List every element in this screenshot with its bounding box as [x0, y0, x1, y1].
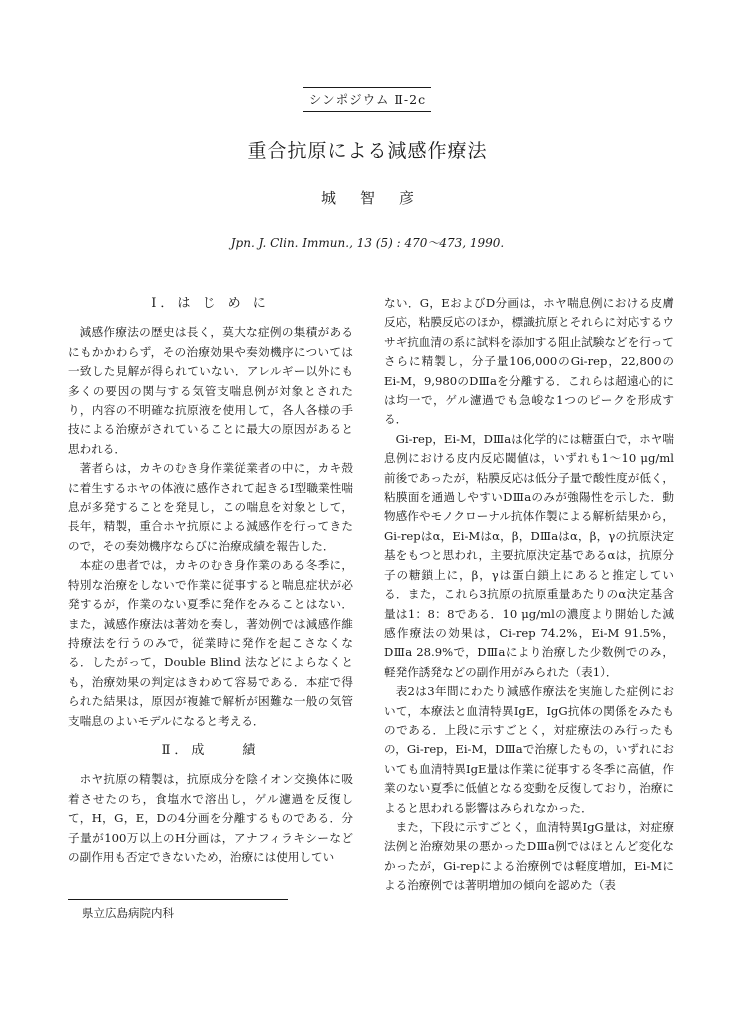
symposium-bottom-rule: [303, 111, 431, 112]
symposium-top-rule: [303, 87, 431, 88]
paragraph: ホヤ抗原の精製は，抗原成分を陰イオン交換体に吸着させたのち，食塩水で溶出し，ゲル濾過を反復して，H，G，E，Dの4分画を分離するものである．分子量が100万以上のH分画は，アナフィラキシーなどの副作用も否定できないため，治療には使用してい: [68, 772, 353, 864]
paragraph: 本症の患者では，カキのむき身作業のある冬季に，特別な治療をしないで作業に従事すると喘息症状が必発するが，作業のない夏季に発作をみることはない．また，減感作療法は著効を奏し，著効例では減感作維持療法を行うのみで，従業時に発作を起こさなくなる．したがって，Double Blind 法などによらなくとも，治療効果の判定はきわめて容易である．本症で得られた結果は，原因が複雑で解析が困難な一般の気管支喘息のよいモデルになると考える．: [68, 558, 353, 728]
symposium-label: [0, 88, 735, 112]
author-char: 彦: [399, 189, 415, 207]
section-heading-results: Ⅱ．成 績: [161, 742, 260, 758]
article-title: 重合抗原による減感作療法: [247, 140, 488, 162]
footnote-rule: [68, 899, 288, 900]
author-name: [0, 187, 735, 208]
section-heading-intro: Ⅰ．は じ め に: [151, 296, 270, 311]
paragraph: 表2は3年間にわたり減感作療法を実施した症例において，本療法と血清特異IgE，IgG抗体の関係をみたものである．上段に示すごとく，対症療法のみ行ったもの，Gi-rep，Ei-M，DⅢaで治療したもの，いずれにおいても血清特異IgE量は作業に従事する冬季に高値，作業のない夏季に低値となる変動を反復しており，治療によると思われる影響はみられなかった．: [384, 684, 674, 815]
affiliation-footnote: 県立広島病院内科: [82, 906, 174, 920]
right-column: [384, 294, 674, 896]
paragraph: Gi-rep，Ei-M，DⅢaは化学的には糖蛋白で，ホヤ喘息例における皮内反応閾値は，いずれも1〜10 μg/ml前後であったが，粘膜反応は低分子量で酸性度が低く，粘膜面を通過しやすいDⅢaのみが強陽性を示した．動物感作やモノクローナル抗体作製による解析結果から，Gi-repはα，Ei-Mはα，β，DⅢaはα，β，γの抗原決定基をもつと思われ，主要抗原決定基であるαは，抗原分子の糖鎖上に，β，γは蛋白鎖上にあると推定している．また，これら3抗原の抗原重量あたりのα決定基含量は1：8：8である．10 μg/mlの濃度より開始した減感作療法の効果は，Ci-rep 74.2%，Ei-M 91.5%，DⅢa 28.9%で，DⅢaにより治療した少数例でのみ，軽発作誘発などの副作用がみられた（表1）．: [384, 431, 674, 679]
author-char: 城: [320, 189, 336, 207]
paragraph: 減感作療法の歴史は長く，莫大な症例の集積があるにもかかわらず，その治療効果や奏効機序については一致した見解が得られていない．アレルギー以外にも多くの要因の関与する気管支喘息例が対象とされたり，内容の不明確な抗原液を使用して，各人各様の手技による治療がされていることに最大の原因があると思われる．: [68, 325, 353, 456]
paragraph: また，下段に示すごとく，血清特異IgG量は，対症療法例と治療効果の悪かったDⅢa例ではほとんど変化なかったが，Gi-repによる治療例では軽度増加，Ei-Mによる治療例では著明増加の傾向を認めた（表: [384, 819, 674, 893]
left-column: [68, 294, 353, 867]
paragraph: 著者らは，カキのむき身作業従業者の中に，カキ殻に着生するホヤの体液に感作されて起きるⅠ型職業性喘息が多発することを発見し，この喘息を対象として，長年，精製，重合ホヤ抗原による減感作を行ってきたので，その奏効機序ならびに治療成績を報告した．: [68, 461, 353, 553]
paragraph: ない．G，EおよびD分画は，ホヤ喘息例における皮膚反応，粘膜反応のほか，標識抗原とそれらに対応するウサギ抗血清の系に試料を添加する阻止試験などを行ってさらに精製し，分子量106,000のGi-rep，22,800のEi-M，9,980のDⅢaを分離する．これらは超遠心的には均一で，ゲル濾過でも急峻な1つのピークを形成する．: [384, 296, 674, 427]
symposium-text: シンポジウム Ⅱ-2c: [308, 92, 427, 107]
citation: Jpn. J. Clin. Immun., 13 (5) : 470〜473, 1990.: [230, 236, 505, 250]
author-char: 智: [359, 189, 375, 207]
